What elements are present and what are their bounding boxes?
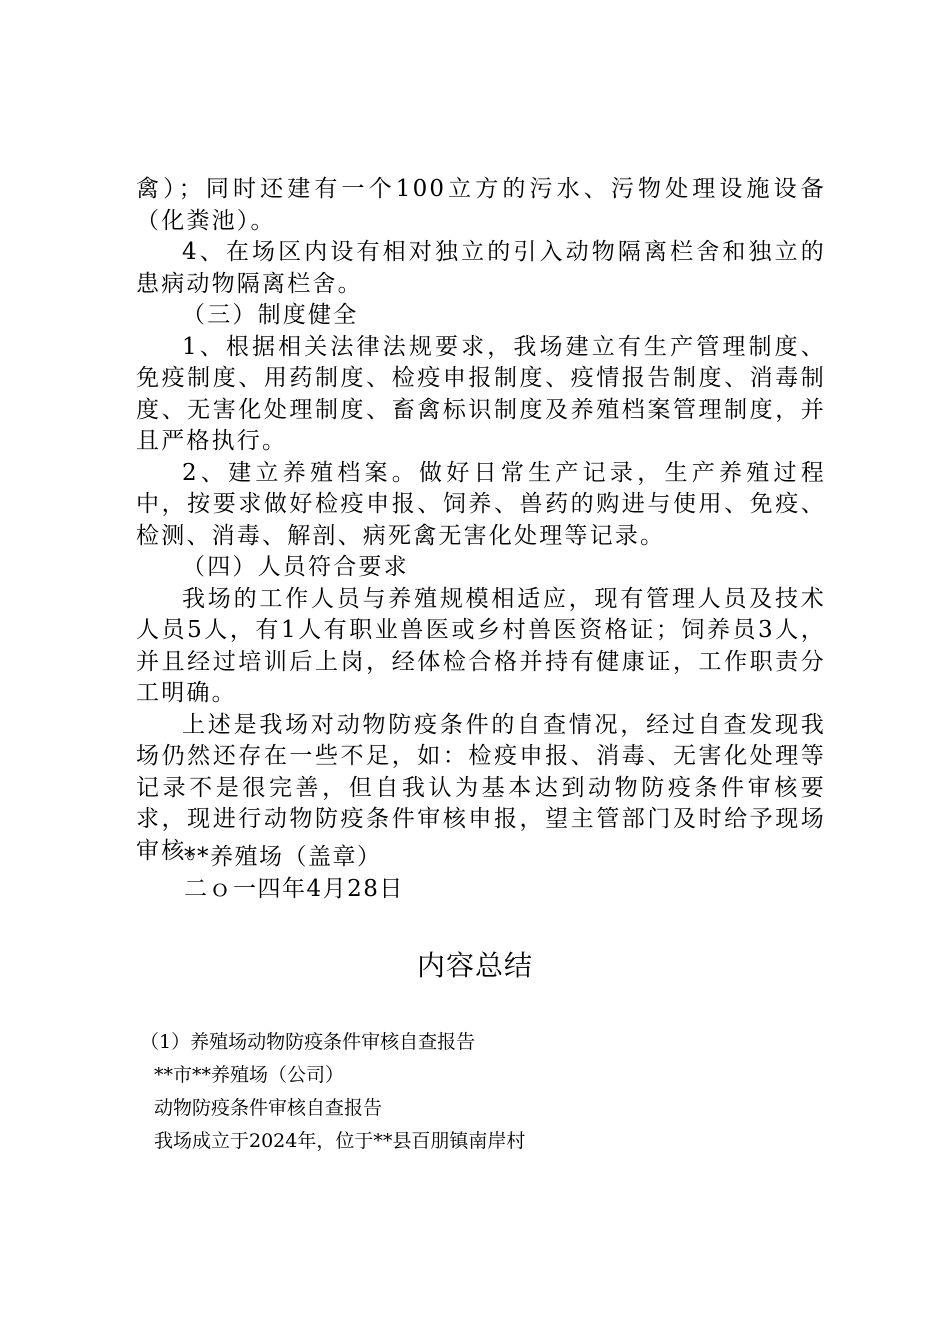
signature-block: [184, 842, 404, 905]
paragraph-isolation-pens: 4、在场区内设有相对独立的引入动物隔离栏舍和独立的患病动物隔离栏舍。: [136, 239, 826, 297]
summary-block: [140, 1026, 840, 1158]
paragraph-breeding-records: 2、建立养殖档案。做好日常生产记录，生产养殖过程中，按要求做好检疫申报、饲养、兽药的购进与使用、免疫、检测、消毒、解剖、病死禽无害化处理等记录。: [136, 459, 826, 549]
summary-line: 我场成立于2024年，位于**县百朋镇南岸村: [154, 1130, 526, 1152]
paragraph-staff: 我场的工作人员与养殖规模相适应，现有管理人员及技术人员5人，有1人有职业兽医或乡村兽医资格证；饲养员3人，并且经过培训后上岗，经体检合格并持有健康证，工作职责分工明确。: [136, 585, 826, 706]
paragraph-sewage-facility: 禽）；同时还建有一个100立方的污水、污物处理设施设备（化粪池）。: [136, 176, 826, 234]
summary-line: **市**养殖场（公司）: [154, 1064, 345, 1086]
paragraph-conclusion: 上述是我场对动物防疫条件的自查情况，经过自查发现我场仍然还存在一些不足，如：检疫申报、消毒、无害化处理等记录不是很完善，但自我认为基本达到动物防疫条件审核要求，现进行动物防疫条件审核申报，望主管部门及时给予现场审核。: [136, 711, 826, 864]
summary-line: 动物防疫条件审核自查报告: [154, 1097, 383, 1119]
summary-line: （1）养殖场动物防疫条件审核自查报告: [140, 1031, 476, 1053]
summary-title: 内容总结: [416, 949, 533, 982]
section-heading-staff: （四）人员符合要求: [182, 554, 409, 580]
signature-org: **养殖场（盖章）: [184, 844, 382, 870]
signature-date: 二ｏ一四年4月28日: [184, 875, 404, 902]
document-body: [136, 174, 826, 867]
paragraph-management-system: 1、根据相关法律法规要求，我场建立有生产管理制度、免疫制度、用药制度、检疫申报制度、疫情报告制度、消毒制度、无害化处理制度、畜禽标识制度及养殖档案管理制度，并且严格执行。: [136, 333, 826, 454]
section-heading-system: （三）制度健全: [182, 302, 359, 328]
